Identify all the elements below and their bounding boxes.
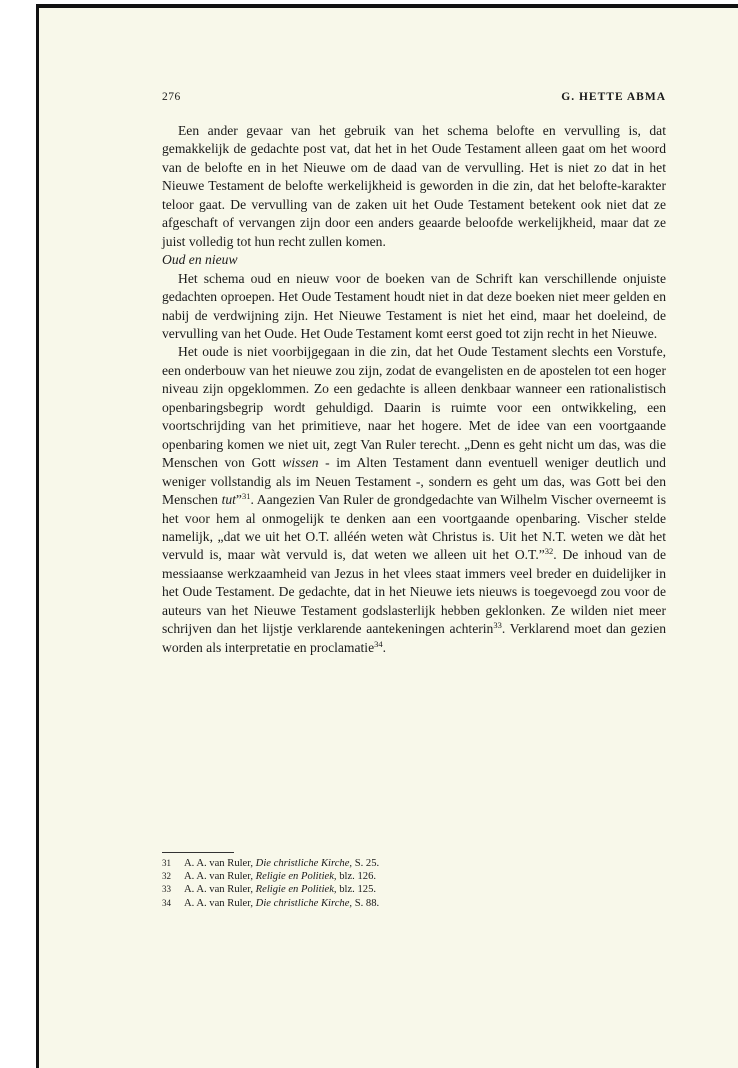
footnote-number: 32 xyxy=(162,871,171,882)
footnote-ref: blz. 125. xyxy=(339,884,377,896)
footnote-ref: S. 25. xyxy=(354,858,380,869)
footnote-33 xyxy=(162,883,666,896)
page-number: 276 xyxy=(162,91,181,103)
footnote-number: 31 xyxy=(162,858,171,868)
paragraph-1: Een ander gevaar van het gebruik van het schema belofte en vervulling is, dat gemakkelijk de gedachte post vat, dat het in het Oude Testament alleen gaat om het woord van de belofte en in het Nieuwe om de daad van de vervulling. Het is niet zo dat in het Nieuwe Testament de belofte werkelijkheid is geworden in die zin, dat het belofte-karakter teloor gaat. De vervulling van de zaken uit het Oude Testament betekent ook niet dat ze afgeschaft of vervangen zijn door een anders geaarde beloofde werkelijkheid, maar dat ze juist volledig tot hun recht zullen komen. xyxy=(162,123,666,249)
paragraph-3-text-g: . xyxy=(382,639,387,655)
footnote-title: Religie en Politiek, xyxy=(255,884,337,896)
footnote-title: Religie en Politiek, xyxy=(255,871,337,883)
footnote-author: A. A. van Ruler, xyxy=(184,858,254,869)
footnote-34 xyxy=(162,897,666,910)
running-head: G. HETTE ABMA xyxy=(561,91,666,103)
footnote-ref: S. 88. xyxy=(354,897,380,909)
body-text xyxy=(162,122,666,657)
footnote-ref: blz. 126. xyxy=(339,871,377,883)
paragraph-2: Het schema oud en nieuw voor de boeken van de Schrift kan verschillende onjuiste gedachten oproepen. Het Oude Testament houdt niet in dat deze boeken niet meer gelden en nabij de verdwijning zijn. Het Nieuwe Testament is niet het eind, maar het doeleind, de vervulling van het Oude. Het Oude Testament komt eerst goed tot zijn recht in het Nieuwe. xyxy=(162,270,666,341)
footnote-31 xyxy=(162,857,666,870)
footnote-number: 34 xyxy=(162,897,171,908)
footnote-32 xyxy=(162,870,666,883)
paragraph-3-text-b: - im Alten Testament dann eventuell weniger deutlich und weniger vollstandig als im Neuen Testament -, sondern es geht um das, was Gott bei den Menschen xyxy=(162,455,666,508)
emphasis-tut: tut xyxy=(221,492,236,508)
paragraph-3 xyxy=(162,343,666,657)
footnote-ref-33[interactable]: 33 xyxy=(493,620,502,631)
footnote-ref-31[interactable]: 31 xyxy=(241,491,251,502)
footnote-author: A. A. van Ruler, xyxy=(184,897,254,909)
footnote-ref-34[interactable]: 34 xyxy=(374,638,383,649)
footnote-title: Die christliche Kirche, xyxy=(255,858,353,869)
closing-quote: ” xyxy=(235,492,242,508)
paragraph-3-text-d: . Aangezien Van Ruler de grondgedachte van Wilhelm Vischer overneemt is het voor hem al onmogelijk te denken aan een voortgaande openbaring. Vischer stelde namelijk, „dat we uit het O.T. alléén weten wàt Christus is. Uit het N.T. weten we dàt het vervuld is, maar wàt vervuld is, dat weten we alleen uit het O.T.” xyxy=(162,492,666,563)
emphasis-wissen: wissen xyxy=(282,455,319,471)
footnote-rule xyxy=(162,852,234,853)
footnotes xyxy=(162,857,666,910)
footnote-author: A. A. van Ruler, xyxy=(184,871,254,883)
paragraph-3-text-e: . De inhoud van de messiaanse werkzaamheid van Jezus in het vlees staat immers veel breder en duidelijker in het Oude Testament. De gedachte, dat in het Nieuwe iets nieuws is toegevoegd zou voor de auteurs van het Nieuwe Testament godslasterlijk hebben geklonken. Ze wilden niet meer schrijven dan het lijstje verklarende aantekeningen achterin xyxy=(162,547,666,637)
footnote-author: A. A. van Ruler, xyxy=(184,884,254,896)
paragraph-3-text-f: . Verklarend moet dan gezien worden als interpretatie en proclamatie xyxy=(162,621,666,655)
section-title: Oud en nieuw xyxy=(162,252,238,268)
footnote-number: 33 xyxy=(162,884,171,895)
paragraph-3-text-a: Het oude is niet voorbijgegaan in die zin, dat het Oude Testament slechts een Vorstufe, een onderbouw van het nieuwe zou zijn, zodat de evangelisten en de apostelen tot een hoger niveau zijn opgeklommen. Zo een gedachte is alleen denkbaar wanneer een rationalistisch openbaringsbegrip wordt gehuldigd. Daarin is ruimte voor een ontwikkeling, een voortschrijding van het primitieve, naar het hogere. Met de idee van een voortgaande openbaring komen we niet uit, zegt Van Ruler terecht. „Denn es geht nicht um das, was die Menschen von Gott xyxy=(162,344,666,471)
footnote-title: Die christliche Kirche, xyxy=(255,897,353,909)
footnote-ref-32[interactable]: 32 xyxy=(544,546,554,557)
